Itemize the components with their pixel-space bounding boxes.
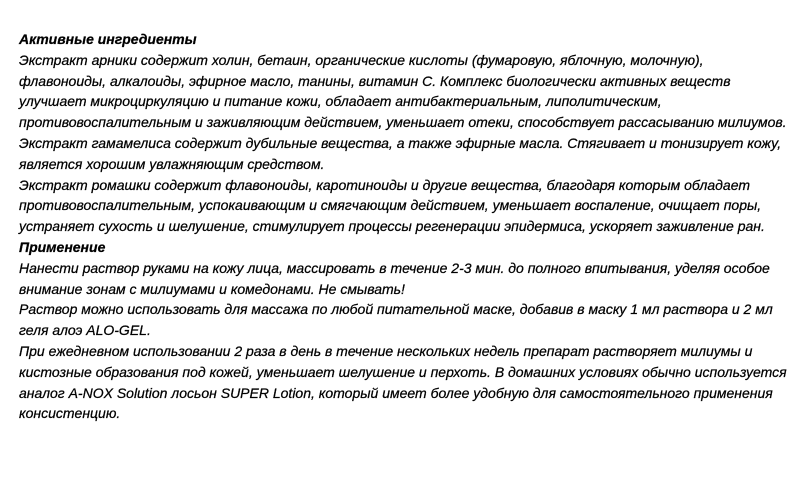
daily-usage-paragraph: При ежедневном использовании 2 раза в день в течение нескольких недель препарат растворяет милиумы и кистозные образования под кожей, уменьшает шелушение и перхоть. В домашних условиях обычно используется аналог A-NOX Solution лосьон SUPER Lotion, который имеет более удобную для самостоятельного применения консистенцию. bbox=[19, 342, 787, 422]
chamomile-extract-paragraph: Экстракт ромашки содержит флавоноиды, каротиноиды и другие вещества, благодаря которым обладает противовоспалительным, успокаивающим и смягчающим действием, уменьшает воспаление, очищает поры, устраняет сухость и шелушение, стимулирует процессы регенерации эпидермиса, ускоряет заживление ран. bbox=[19, 176, 765, 235]
massage-usage-paragraph: Раствор можно использовать для массажа по любой питательной маске, добавив в маску 1 мл раствора и 2 мл геля алоэ ALO-GEL. bbox=[19, 301, 773, 339]
hamamelis-extract-paragraph: Экстракт гамамелиса содержит дубильные вещества, а также эфирные масла. Стягивает и тонизирует кожу, является хорошим увлажняющим средством. bbox=[19, 134, 782, 172]
application-paragraph: Нанести раствор руками на кожу лица, массировать в течение 2-3 мин. до полного впитывания, уделяя особое внимание зонам с милиумами и комедонами. Не смывать! bbox=[19, 259, 770, 297]
arnica-extract-paragraph: Экстракт арники содержит холин, бетаин, органические кислоты (фумаровую, яблочную, молочную), флавоноиды, алкалоиды, эфирное масло, танины, витамин С. Комплекс биологически активных веществ улучшает микроциркуляцию и питание кожи, обладает антибактериальным, липолитическим, противовоспалительным и заживляющим действием, уменьшает отеки, способствует рассасыванию милиумов. bbox=[19, 51, 787, 131]
ingredients-heading: Активные ингредиенты bbox=[19, 31, 197, 47]
usage-heading: Применение bbox=[19, 238, 106, 255]
